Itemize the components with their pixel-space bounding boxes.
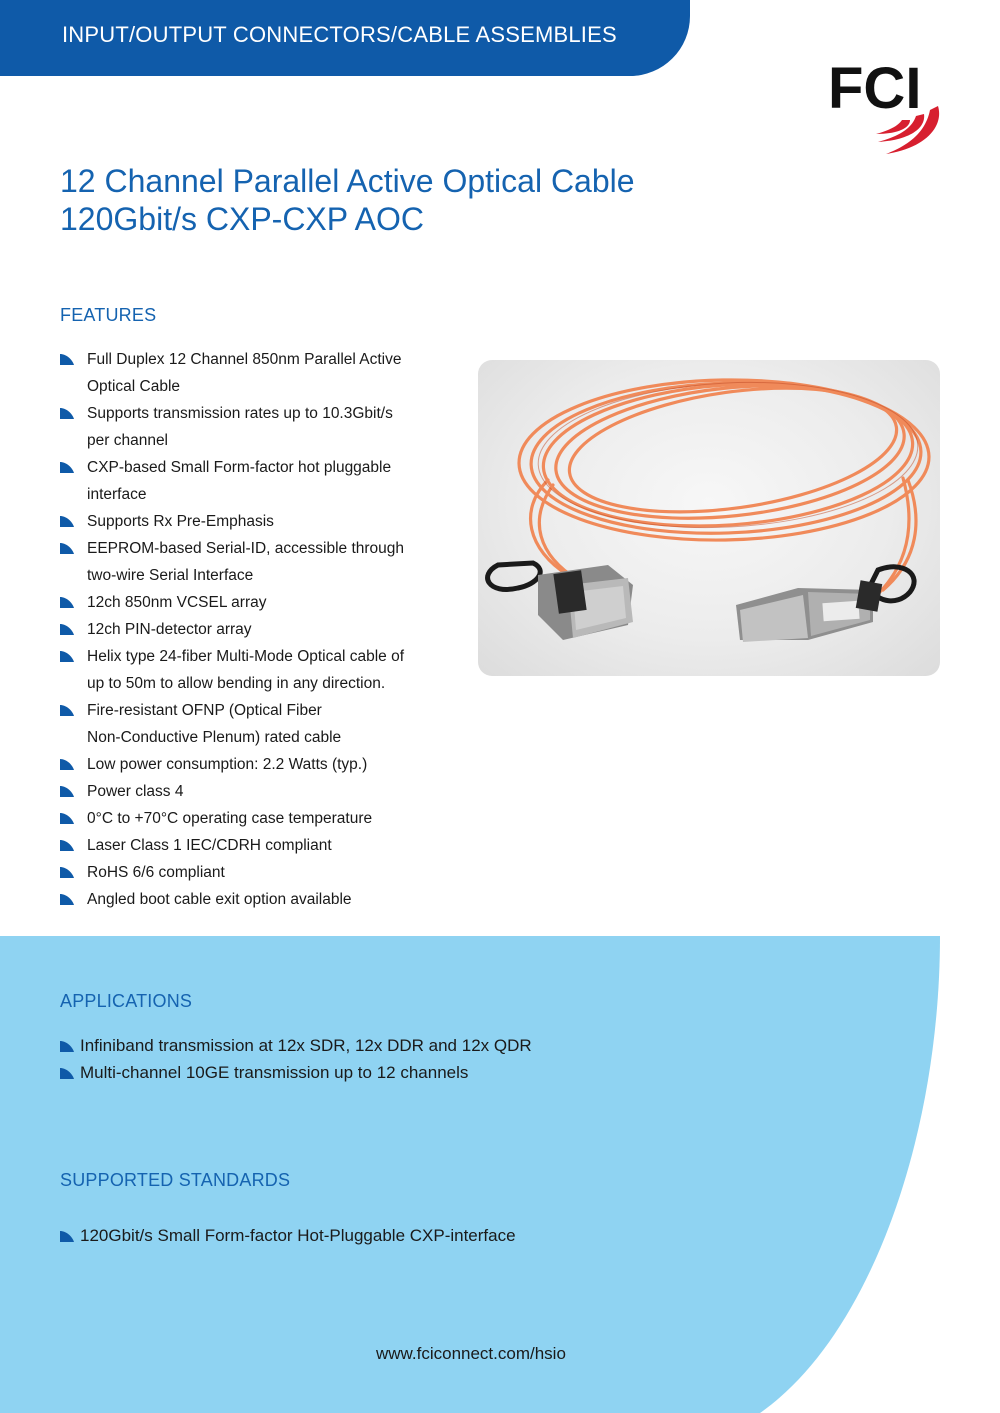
feature-line: up to 50m to allow bending in any direction. xyxy=(87,675,386,692)
standards-list xyxy=(60,1222,516,1249)
bullet-icon xyxy=(60,651,74,662)
feature-item xyxy=(60,832,460,859)
bullet-icon xyxy=(60,1231,74,1242)
feature-line: Supports transmission rates up to 10.3Gbit/s xyxy=(87,405,393,422)
standard-item-text: 120Gbit/s Small Form-factor Hot-Pluggable CXP-interface xyxy=(80,1226,516,1245)
bullet-icon xyxy=(60,894,74,905)
feature-line: 12ch 850nm VCSEL array xyxy=(87,594,267,611)
bullet-icon xyxy=(60,1041,74,1052)
feature-line: Low power consumption: 2.2 Watts (typ.) xyxy=(87,756,368,773)
feature-line: Non-Conductive Plenum) rated cable xyxy=(87,729,342,746)
feature-item xyxy=(60,454,460,508)
bullet-icon xyxy=(60,1068,74,1079)
feature-line: 12ch PIN-detector array xyxy=(87,621,252,638)
feature-item xyxy=(60,508,460,535)
feature-item xyxy=(60,778,460,805)
feature-line: two-wire Serial Interface xyxy=(87,567,254,584)
bullet-icon xyxy=(60,543,74,554)
feature-line: CXP-based Small Form-factor hot pluggable xyxy=(87,459,392,476)
footer-url[interactable]: www.fciconnect.com/hsio xyxy=(376,1344,566,1363)
bullet-icon xyxy=(60,840,74,851)
feature-line: EEPROM-based Serial-ID, accessible through xyxy=(87,540,405,557)
product-photo xyxy=(478,360,940,676)
feature-item xyxy=(60,886,460,913)
feature-item xyxy=(60,751,460,778)
bullet-icon xyxy=(60,705,74,716)
header-bar xyxy=(0,0,690,76)
fci-logo xyxy=(826,56,946,160)
bullet-icon xyxy=(60,462,74,473)
applications-heading: APPLICATIONS xyxy=(60,991,193,1011)
feature-line: Supports Rx Pre-Emphasis xyxy=(87,513,274,530)
feature-line: Optical Cable xyxy=(87,378,181,395)
application-item xyxy=(60,1032,532,1059)
feature-line: per channel xyxy=(87,432,169,449)
application-item xyxy=(60,1059,532,1086)
feature-item xyxy=(60,616,460,643)
bullet-icon xyxy=(60,597,74,608)
feature-item xyxy=(60,589,460,616)
feature-line: Helix type 24-fiber Multi-Mode Optical cable of xyxy=(87,648,405,665)
page-title xyxy=(60,162,635,238)
applications-list xyxy=(60,1032,532,1086)
feature-item xyxy=(60,859,460,886)
standard-item xyxy=(60,1222,516,1249)
bullet-icon xyxy=(60,624,74,635)
bullet-icon xyxy=(60,813,74,824)
feature-line: Laser Class 1 IEC/CDRH compliant xyxy=(87,837,332,854)
header-category: INPUT/OUTPUT CONNECTORS/CABLE ASSEMBLIES xyxy=(62,22,617,47)
feature-item xyxy=(60,805,460,832)
feature-line: RoHS 6/6 compliant xyxy=(87,864,225,881)
feature-item xyxy=(60,643,460,697)
feature-line: 0°C to +70°C operating case temperature xyxy=(87,810,373,827)
feature-item xyxy=(60,346,460,400)
features-list xyxy=(60,346,460,913)
feature-line: Angled boot cable exit option available xyxy=(87,891,352,908)
standards-heading: SUPPORTED STANDARDS xyxy=(60,1170,291,1190)
title-line-1: 12 Channel Parallel Active Optical Cable xyxy=(60,163,635,199)
bullet-icon xyxy=(60,408,74,419)
bullet-icon xyxy=(60,867,74,878)
feature-line: Full Duplex 12 Channel 850nm Parallel Active xyxy=(87,351,402,368)
feature-item xyxy=(60,400,460,454)
bullet-icon xyxy=(60,516,74,527)
bullet-icon xyxy=(60,786,74,797)
bullet-icon xyxy=(60,354,74,365)
application-item-text: Infiniband transmission at 12x SDR, 12x DDR and 12x QDR xyxy=(80,1036,532,1055)
title-line-2: 120Gbit/s CXP-CXP AOC xyxy=(60,201,424,237)
feature-item xyxy=(60,535,460,589)
features-heading: FEATURES xyxy=(60,305,157,325)
application-item-text: Multi-channel 10GE transmission up to 12 channels xyxy=(80,1063,469,1082)
bullet-icon xyxy=(60,759,74,770)
feature-line: Power class 4 xyxy=(87,783,184,800)
feature-line: Fire-resistant OFNP (Optical Fiber xyxy=(87,702,322,719)
logo-text: FCI xyxy=(828,56,922,121)
feature-item xyxy=(60,697,460,751)
feature-line: interface xyxy=(87,486,147,503)
